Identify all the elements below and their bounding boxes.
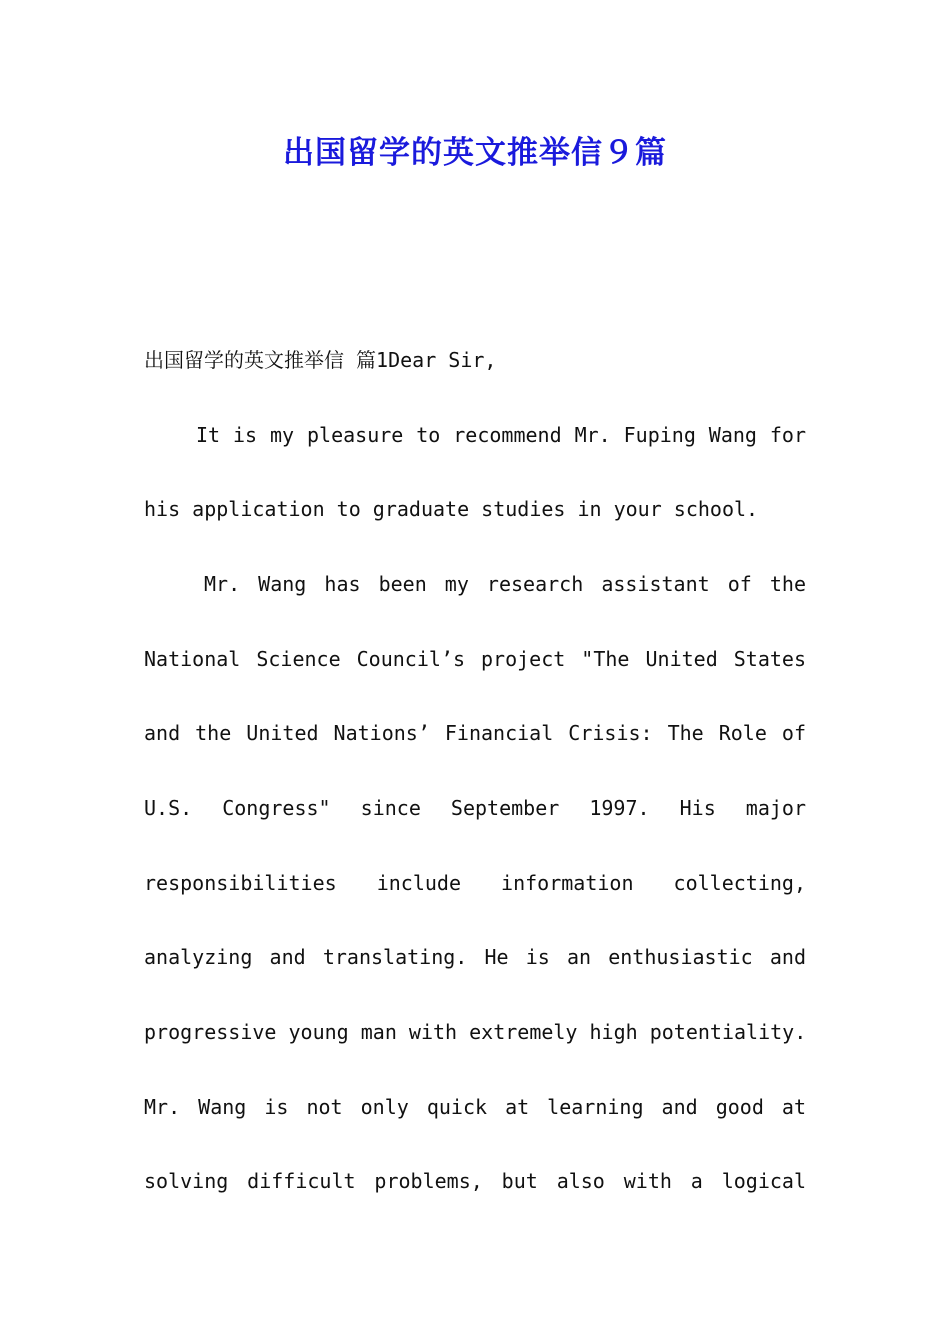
- body-line: solving difficult problems, but also with a logical: [144, 1169, 806, 1193]
- body-line: U.S. Congress" since September 1997. His major: [144, 796, 806, 820]
- body-line: It is my pleasure to recommend Mr. Fuping Wang for: [196, 423, 806, 447]
- body-line: progressive young man with extremely high potentiality.: [144, 1020, 807, 1044]
- body-line: Mr. Wang is not only quick at learning and good at: [144, 1095, 806, 1119]
- body-line-salutation: 出国留学的英文推举信 篇1Dear Sir,: [144, 348, 497, 372]
- body-line: and the United Nations’ Financial Crisis: The Role of: [144, 721, 806, 745]
- body-line: analyzing and translating. He is an enthusiastic and: [144, 945, 806, 969]
- body-line: his application to graduate studies in your school.: [144, 497, 759, 521]
- document-title: 出国留学的英文推举信９篇: [283, 135, 667, 171]
- body-line: Mr. Wang has been my research assistant of the: [204, 572, 806, 596]
- body-line: responsibilities include information collecting,: [144, 871, 806, 895]
- body-line: National Science Council’s project "The United States: [144, 647, 806, 671]
